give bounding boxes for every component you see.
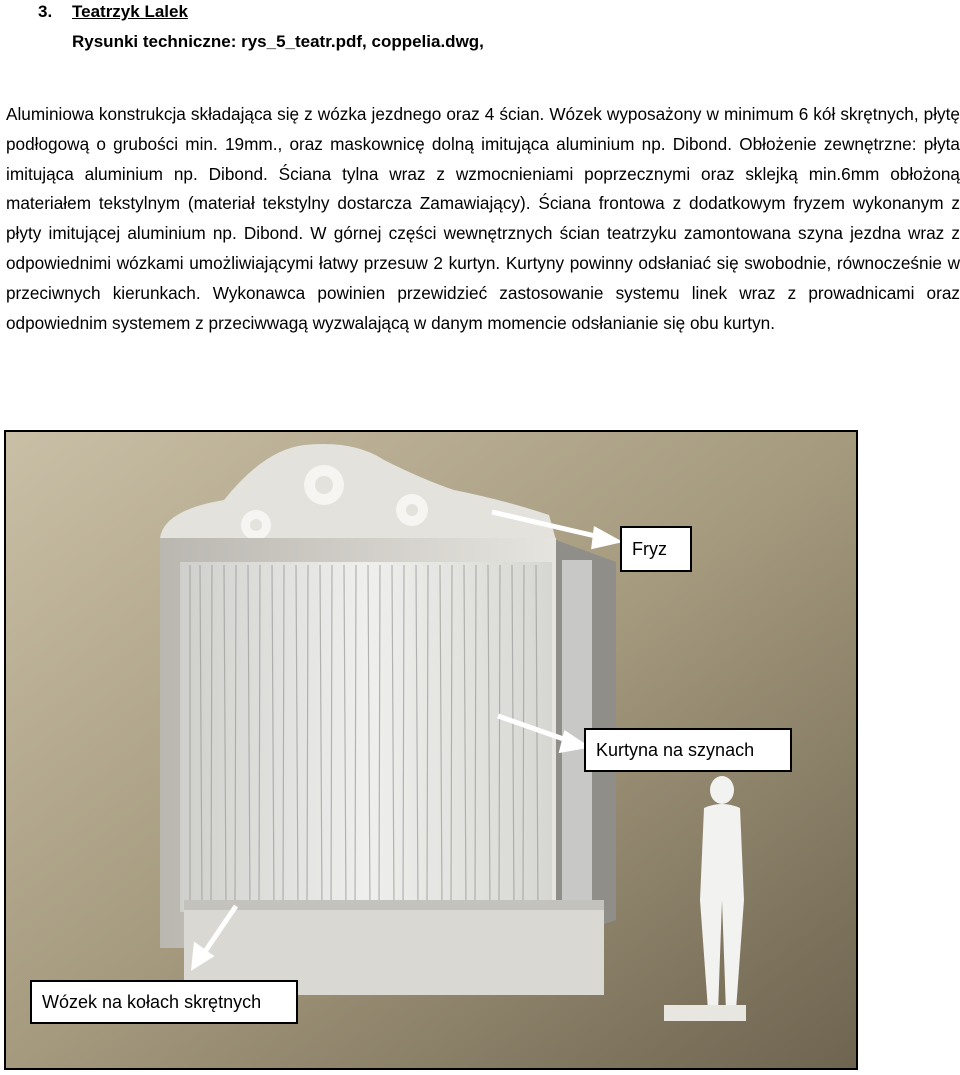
description-paragraph: Aluminiowa konstrukcja składająca się z wózka jezdnego oraz 4 ścian. Wózek wyposażony w minimum 6 kół skrętnych, płytę podłogową o grubości min. 19mm., oraz maskownicę dolną imitująca aluminium np. Dibond. Obłożenie zewnętrzne: płyta imitująca aluminium np. Dibond. Ściana tylna wraz z wzmocnieniami poprzecznymi oraz sklejką min.6mm obłożoną materiałem tekstylnym (materiał tekstylny dostarcza Zamawiający). Ściana frontowa z dodatkowym fryzem wykonanym z płyty imitującej aluminium np. Dibond. W górnej części wewnętrznych ścian teatrzyku zamontowana szyna jezdna wraz z odpowiednimi wózkami umożliwiającymi łatwy przesuw 2 kurtyn. Kurtyny powinny odsłaniać się swobodnie, równocześnie w przeciwnych kierunkach. Wykonawca powinien przewidzieć zastosowanie systemu linek wraz z prowadnicami oraz odpowiednim systemem z przeciwwagą wyzwalającą w danym momencie odsłanianie się obu kurtyn. (6, 104, 960, 333)
section-number: 3. (38, 2, 53, 21)
section-heading (38, 2, 188, 22)
callout-fryz: Fryz (620, 526, 692, 572)
technical-drawings-line: Rysunki techniczne: rys_5_teatr.pdf, coppelia.dwg, (72, 32, 484, 51)
section-title: Teatrzyk Lalek (72, 2, 188, 21)
callout-kurtyna: Kurtyna na szynach (584, 728, 792, 772)
callout-wozek: Wózek na kołach skrętnych (30, 980, 298, 1024)
